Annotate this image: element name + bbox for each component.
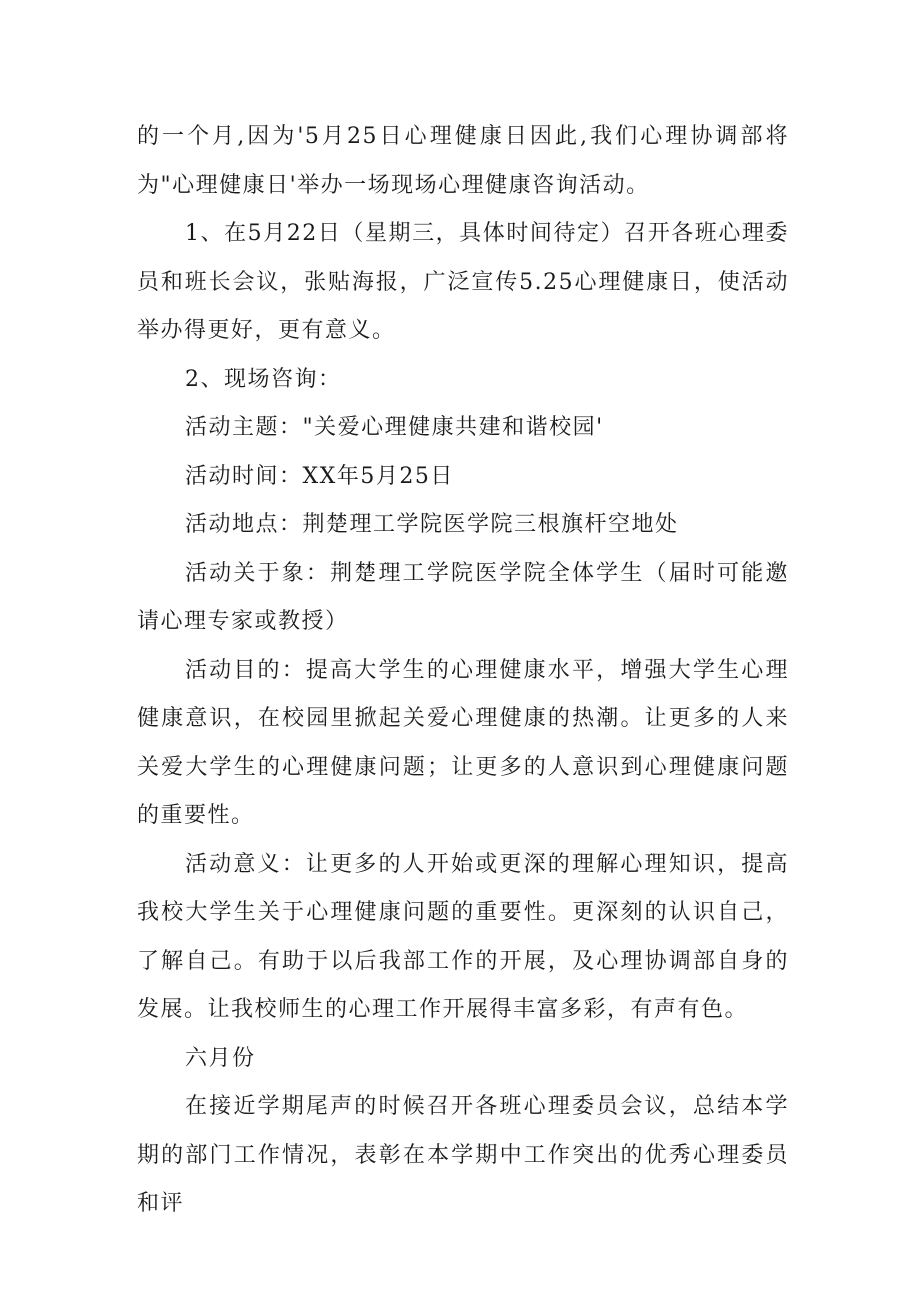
paragraph-activity-significance: 活动意义：让更多的人开始或更深的理解心理知识，提高我校大学生关于心理健康问题的重要性。更深刻的认识自己，了解自己。有助于以后我部工作的开展，及心理协调部自身的发展。让我校师生的心理工作开展得丰富多彩，有声有色。 (137, 851, 789, 1022)
document-body (137, 113, 789, 1229)
paragraph-continuation: 的一个月,因为'5月25日心理健康日因此,我们心理协调部将为"心理健康日'举办一场现场心理健康咨询活动。 (137, 124, 789, 198)
paragraph-activity-time: 活动时间：XX年5月25日 (185, 463, 454, 489)
paragraph-activity-theme: 活动主题："关爱心理健康共建和谐校园' (185, 415, 604, 440)
paragraph-activity-purpose: 活动目的：提高大学生的心理健康水平，增强大学生心理健康意识，在校园里掀起关爱心理健康的热潮。让更多的人来关爱大学生的心理健康问题；让更多的人意识到心理健康问题的重要性。 (137, 657, 789, 828)
paragraph-june-content: 在接近学期尾声的时候召开各班心理委员会议，总结本学期的部门工作情况，表彰在本学期中工作突出的优秀心理委员和评 (137, 1094, 789, 1216)
paragraph-activity-location: 活动地点：荆楚理工学院医学院三根旗杆空地处 (185, 512, 679, 537)
paragraph-june-heading: 六月份 (185, 1045, 256, 1071)
paragraph-item-2: 2、现场咨询： (185, 366, 342, 392)
paragraph-activity-audience: 活动关于象：荆楚理工学院医学院全体学生（届时可能邀请心理专家或教授） (137, 560, 789, 634)
paragraph-item-1: 1、在5月22日（星期三，具体时间待定）召开各班心理委员和班长会议，张贴海报，广泛宣传5.25心理健康日，使活动举办得更好，更有意义。 (137, 221, 789, 343)
